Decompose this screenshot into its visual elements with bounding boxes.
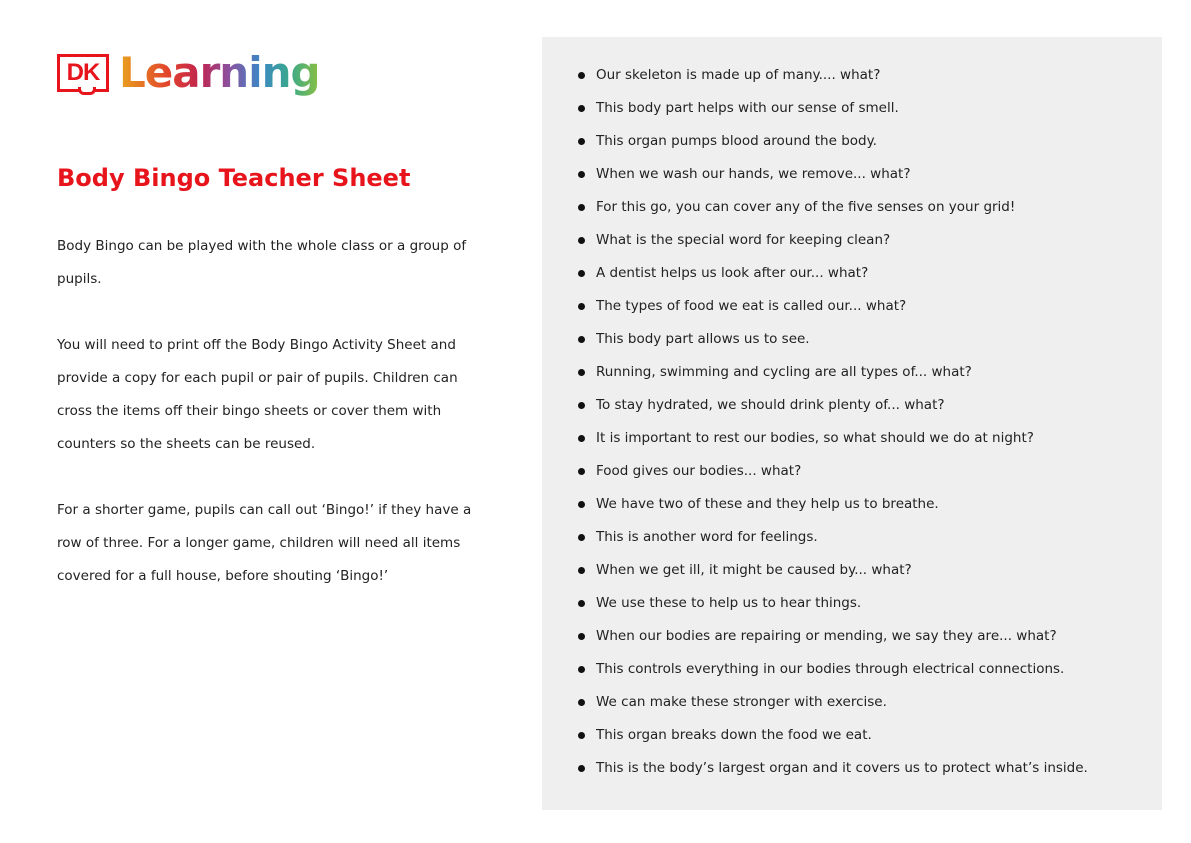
question-text: This body part helps with our sense of smell. — [596, 100, 899, 116]
question-item — [578, 488, 1162, 521]
bullet-icon — [578, 369, 585, 376]
question-item — [578, 92, 1162, 125]
bullet-icon — [578, 72, 585, 79]
question-item — [578, 719, 1162, 752]
intro-text — [57, 230, 487, 626]
question-text: We use these to help us to hear things. — [596, 595, 862, 611]
questions-panel — [542, 37, 1162, 810]
bullet-icon — [578, 501, 585, 508]
questions-list — [542, 37, 1162, 785]
question-text: This organ pumps blood around the body. — [596, 133, 877, 149]
question-item — [578, 191, 1162, 224]
question-text: This controls everything in our bodies through electrical connections. — [596, 661, 1065, 677]
question-text: When we wash our hands, we remove... what? — [596, 166, 911, 182]
question-item — [578, 455, 1162, 488]
bullet-icon — [578, 270, 585, 277]
question-text: Running, swimming and cycling are all types of... what? — [596, 364, 972, 380]
bullet-icon — [578, 468, 585, 475]
bullet-icon — [578, 237, 585, 244]
question-text: This is another word for feelings. — [596, 529, 818, 545]
question-item — [578, 389, 1162, 422]
bullet-icon — [578, 303, 585, 310]
bullet-icon — [578, 204, 585, 211]
question-text: We can make these stronger with exercise. — [596, 694, 887, 710]
page-title: Body Bingo Teacher Sheet — [57, 164, 411, 192]
question-item — [578, 620, 1162, 653]
intro-paragraph: Body Bingo can be played with the whole class or a group of pupils. — [57, 238, 467, 287]
question-item — [578, 59, 1162, 92]
bullet-icon — [578, 567, 585, 574]
question-item — [578, 653, 1162, 686]
bullet-icon — [578, 633, 585, 640]
question-item — [578, 356, 1162, 389]
question-item — [578, 521, 1162, 554]
bullet-icon — [578, 699, 585, 706]
bullet-icon — [578, 402, 585, 409]
question-text: Food gives our bodies... what? — [596, 463, 802, 479]
learning-wordmark: Learning — [119, 48, 320, 97]
bullet-icon — [578, 435, 585, 442]
question-item — [578, 554, 1162, 587]
question-text: This body part allows us to see. — [596, 331, 810, 347]
question-item — [578, 158, 1162, 191]
question-text: When our bodies are repairing or mending, we say they are... what? — [596, 628, 1057, 644]
question-text: A dentist helps us look after our... what? — [596, 265, 869, 281]
intro-paragraph: For a shorter game, pupils can call out ‘Bingo!’ if they have a row of three. For a longer game, children will need all items covered for a full house, before shouting ‘Bingo!’ — [57, 502, 472, 584]
intro-paragraph: You will need to print off the Body Bingo Activity Sheet and provide a copy for each pupil or pair of pupils. Children can cross the items off their bingo sheets or cover them with counters so the sheets can be reused. — [57, 337, 458, 452]
bullet-icon — [578, 732, 585, 739]
question-text: This is the body’s largest organ and it covers us to protect what’s inside. — [596, 760, 1088, 776]
bullet-icon — [578, 171, 585, 178]
question-item — [578, 257, 1162, 290]
question-item — [578, 125, 1162, 158]
bullet-icon — [578, 765, 585, 772]
bullet-icon — [578, 600, 585, 607]
question-text: It is important to rest our bodies, so what should we do at night? — [596, 430, 1034, 446]
question-text: The types of food we eat is called our... what? — [596, 298, 907, 314]
question-text: For this go, you can cover any of the five senses on your grid! — [596, 199, 1016, 215]
question-item — [578, 752, 1162, 785]
question-item — [578, 686, 1162, 719]
question-item — [578, 587, 1162, 620]
dk-logo-mark: DK — [57, 54, 109, 92]
question-text: To stay hydrated, we should drink plenty of... what? — [596, 397, 945, 413]
question-text: This organ breaks down the food we eat. — [596, 727, 872, 743]
question-item — [578, 422, 1162, 455]
bullet-icon — [578, 105, 585, 112]
bullet-icon — [578, 534, 585, 541]
question-text: What is the special word for keeping clean? — [596, 232, 891, 248]
question-item — [578, 323, 1162, 356]
bullet-icon — [578, 336, 585, 343]
bullet-icon — [578, 666, 585, 673]
question-item — [578, 224, 1162, 257]
bullet-icon — [578, 138, 585, 145]
question-text: Our skeleton is made up of many.... what? — [596, 67, 881, 83]
question-text: We have two of these and they help us to breathe. — [596, 496, 939, 512]
question-text: When we get ill, it might be caused by... what? — [596, 562, 912, 578]
dk-learning-logo — [57, 50, 320, 96]
question-item — [578, 290, 1162, 323]
